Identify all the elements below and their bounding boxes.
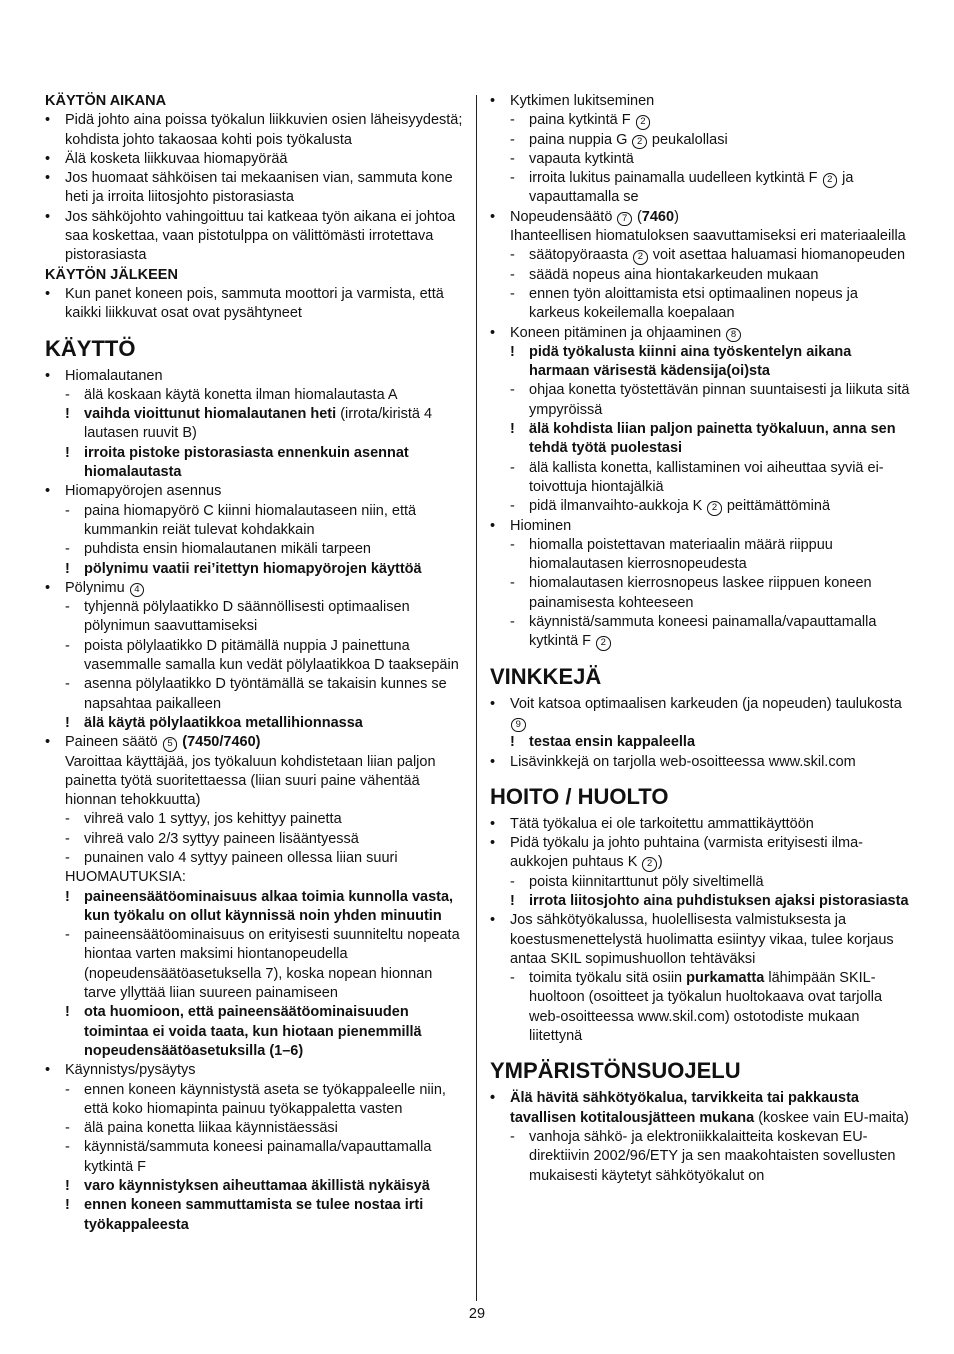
figure-ref-icon: 8: [726, 328, 741, 343]
dash-item: - vapauta kytkintä: [510, 150, 634, 167]
list-item: • Paineen säätö 5 (7450/7460): [45, 734, 261, 751]
warning-item: ! ennen koneen sammuttamista se tulee nostaa irti työkappaleesta: [65, 1197, 424, 1233]
figure-ref-icon: 2: [642, 857, 657, 872]
page-number: 29: [468, 1306, 486, 1322]
list-item: • Jos sähköjohto vahingoittuu tai katkeaa työn aikana ei johtoa saa koskettaa, vaan pistotulppa on välittömästi irrotettava pistorasiasta: [45, 208, 456, 264]
warning-item: ! testaa ensin kappaleella: [510, 734, 696, 751]
list-item: • Kun panet koneen pois, sammuta moottori ja varmista, että kaikki liikkuvat osat ovat pysähtyneet: [45, 285, 444, 322]
heading-hoito-huolto: HOITO / HUOLTO: [490, 783, 669, 809]
dash-item: - paina kytkintä F 2: [490, 111, 910, 130]
dash-item: - säädä nopeus aina hiontakarkeuden mukaan: [510, 266, 819, 283]
list-item: • Nopeudensäätö 7 (7460): [490, 208, 679, 225]
figure-ref-icon: 2: [632, 135, 647, 150]
warning-item: ! älä kohdista liian paljon painetta työkaluun, anna sen tehdä työtä puolestasi: [510, 421, 896, 457]
heading-vinkkeja: VINKKEJÄ: [490, 663, 602, 689]
list-item: • Lisävinkkejä on tarjolla web-osoitteessa www.skil.com: [490, 753, 856, 770]
warning-item: ! ota huomioon, että paineensäätöominaisuuden toimintaa ei voida taata, kun hiotaan pienemmillä nopeudensäätöasetuksilla (1–6): [65, 1004, 422, 1059]
heading-kaytto: KÄYTTÖ: [45, 335, 136, 361]
list-item: • Pidä työkalu ja johto puhtaina (varmista erityisesti ilma-aukkojen puhtaus K 2 ): [490, 835, 863, 871]
section-heading-kayton-aikana: KÄYTÖN AIKANA: [45, 93, 167, 109]
dash-item: - säätopyöraasta 2 voit asettaa haluamasi hiomanopeuden: [510, 247, 906, 264]
list-item: • Jos sähkötyökalussa, huolellisesta valmistuksesta ja koestusmenettelystä huolimatta esiintyy vikaa, tulee korjaus antaa SKIL sopimushuollon tehtäväksi: [490, 912, 894, 967]
dash-item: - vihreä valo 1 syttyy, jos kehittyy painetta: [65, 811, 342, 828]
right-column: [490, 92, 910, 1186]
dash-item: - ennen koneen käynnistystä aseta se työkappaleelle niin, että koko hiomapinta painuu työkappaletta vasten: [65, 1081, 446, 1117]
list-item: • Tätä työkalua ei ole tarkoitettu ammattikäyttöön: [490, 815, 814, 832]
left-column: [45, 92, 465, 1235]
figure-ref-icon: 2: [823, 173, 838, 188]
list-item: • Kytkimen lukitseminen: [490, 93, 655, 109]
figure-ref-icon: 9: [511, 718, 526, 733]
warning-item: ! vaihda vioittunut hiomalautanen heti (irrota/kiristä 4 lautasen ruuvit B): [65, 406, 433, 442]
column-divider: [476, 95, 477, 1301]
dash-item: - vanhoja sähkö- ja elektroniikkalaitteita koskevan EU-direktiivin 2002/96/ETY ja sen maakohtaisten sovellusten mukaisesti käytetyt sähkötyökalut on: [510, 1128, 896, 1184]
dash-item: - älä kallista konetta, kallistaminen voi aiheuttaa syviä ei-toivottuja hiontajälkiä: [510, 459, 884, 495]
dash-item: - asenna pölylaatikko D työntämällä se takaisin kunnes se napsahtaa paikalleen: [65, 676, 447, 712]
dash-item: - paina hiomapyörö C kiinni hiomalautaseen niin, että kummankin reiät tulevat kohdakkain: [65, 502, 417, 538]
dash-item: - älä koskaan käytä konetta ilman hiomalautasta A: [65, 386, 398, 403]
list-item: • Hiominen: [490, 517, 572, 534]
dash-item: - ennen työn aloittamista etsi optimaalinen nopeus ja karkeus kokeilemalla koepalaan: [510, 285, 858, 322]
list-item: • Pidä johto aina poissa työkalun liikkuvien osien läheisyydestä; kohdista johto takaosaa kohti pois työkalusta: [45, 112, 463, 148]
dash-item: - poista kiinnitarttunut pöly siveltimellä: [510, 873, 764, 890]
dash-item: - hiomalla poistettavan materiaalin määrä riippuu hiomalautasen kierrosnopeudesta: [510, 536, 833, 573]
list-item: • Pölynimu 4: [45, 579, 465, 598]
dash-item: - ohjaa konetta työstettävän pinnan suuntaisesti ja liikuta sitä ympyröissä: [510, 382, 910, 418]
note-label: HUOMAUTUKSIA:: [65, 869, 186, 886]
warning-item: ! irrota liitosjohto aina puhdistuksen ajaksi pistorasiasta: [510, 892, 909, 909]
dash-item: - puhdista ensin hiomalautanen mikäli tarpeen: [65, 541, 371, 558]
list-item: • Koneen pitäminen ja ohjaaminen 8: [490, 324, 910, 343]
figure-ref-icon: 4: [130, 583, 145, 598]
dash-item: - poista pölylaatikko D pitämällä nuppia J painettuna vasemmalle samalla kun vedät pölylaatikkoa D taaksepäin: [65, 637, 459, 674]
warning-item: ! paineensäätöominaisuus alkaa toimia kunnolla vasta, kun työkalu on ollut käynnissä noin yhden minuutin: [65, 888, 454, 924]
dash-item: - älä paina konetta liikaa käynnistäessäsi: [65, 1120, 338, 1137]
heading-ymparistonsuojelu: YMPÄRISTÖNSUOJELU: [490, 1058, 741, 1084]
list-item: • Hiomapyörojen asennus: [45, 483, 222, 500]
list-item: • Voit katsoa optimaalisen karkeuden (ja nopeuden) taulukosta 9: [490, 695, 910, 734]
paragraph: Varoittaa käyttäjää, jos työkaluun kohdistetaan liian paljon painetta työtä suoritettaessa (liian suuri paine vähentää hionnan tehokkuutta): [65, 753, 436, 809]
dash-item: - pidä ilmanvaihto-aukkoja K 2 peittämättöminä: [510, 498, 831, 515]
figure-ref-icon: 5: [163, 737, 178, 752]
figure-ref-icon: 2: [707, 501, 722, 516]
warning-item: ! irroita pistoke pistorasiasta ennenkuin asennat hiomalautasta: [65, 444, 409, 481]
warning-item: ! varo käynnistyksen aiheuttamaa äkillistä nykäisyä: [65, 1178, 430, 1195]
dash-item: - tyhjennä pölylaatikko D säännöllisesti optimaalisen pölynimun saavuttamiseksi: [65, 599, 410, 635]
dash-item: - punainen valo 4 syttyy paineen ollessa liian suuri: [65, 849, 398, 866]
dash-item: - irroita lukitus painamalla uudelleen kytkintä F 2 ja vapauttamalla se: [510, 170, 854, 206]
figure-ref-icon: 2: [633, 250, 648, 265]
warning-item: ! älä käytä pölylaatikkoa metallihionnassa: [65, 714, 363, 731]
section-heading-kayton-jalkeen: KÄYTÖN JÄLKEEN: [45, 266, 178, 283]
warning-item: ! pölynimu vaatii rei’itettyn hiomapyörojen käyttöä: [65, 560, 422, 577]
dash-item: - käynnistä/sammuta koneesi painamalla/vapauttamalla kytkintä F 2: [510, 614, 877, 650]
list-item: • Hiomalautanen: [45, 367, 163, 384]
figure-ref-icon: 2: [596, 636, 611, 651]
list-item: • Käynnistys/pysäytys: [45, 1062, 196, 1079]
list-item: • Älä hävitä sähkötyökalua, tarvikkeita tai pakkausta tavallisen kotitalousjätteen mukana (koskee vain EU-maita): [490, 1090, 909, 1126]
dash-item: - toimita työkalu sitä osiin purkamatta lähimpään SKIL-huoltoon (osoitteet ja työkalun huoltokaava ovat tarjolla web-osoitteessa www.skil.com) ostotodiste mukaan liitettynä: [510, 970, 883, 1045]
list-item: • Älä kosketa liikkuvaa hiomapyörää: [45, 150, 288, 167]
dash-item: - paineensäätöominaisuus on erityisesti suunniteltu nopeata hiontaa varten maksimi hiontanopeudella (nopeudensäätöasetuksella 7), koska nopean hionnan tarve yllyttää liian suureen painamiseen: [65, 927, 460, 1002]
dash-item: - hiomalautasen kierrosnopeus laskee riippuen koneen painamisesta kohteeseen: [510, 575, 872, 611]
dash-item: - käynnistä/sammuta koneesi painamalla/vapauttamalla kytkintä F: [65, 1139, 432, 1175]
list-item: • Jos huomaat sähköisen tai mekaanisen vian, sammuta kone heti ja irroita liitosjohto pistorasiasta: [45, 170, 453, 206]
warning-item: ! pidä työkalusta kiinni aina työskentelyn aikana harmaan värisestä kädensija(oi)sta: [510, 343, 852, 380]
paragraph: Ihanteellisen hiomatuloksen saavuttamiseksi eri materiaaleilla: [510, 228, 906, 245]
dash-item: - paina nuppia G 2 peukalollasi: [510, 131, 728, 148]
figure-ref-icon: 7: [617, 212, 632, 227]
figure-ref-icon: 2: [636, 115, 651, 130]
dash-item: - vihreä valo 2/3 syttyy paineen lisääntyessä: [65, 830, 359, 847]
